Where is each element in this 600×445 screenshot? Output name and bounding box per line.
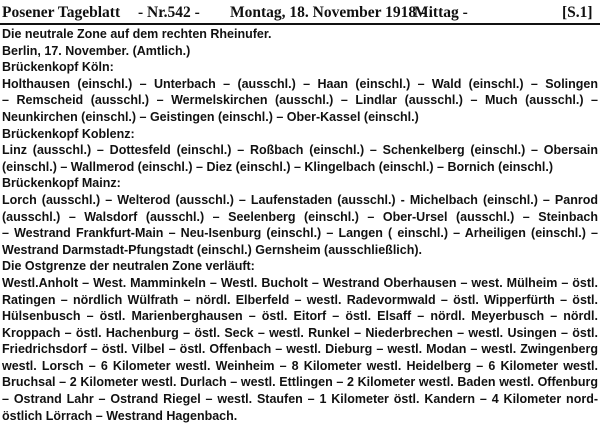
text-line: Hülsenbusch – östl. Marienberghausen – östl. Eitorf – östl. Elsaff – nördl. Meyerbusch – nördl. <box>2 309 598 324</box>
section-heading: Brückenkopf Mainz: <box>2 176 121 191</box>
masthead-rule <box>0 23 600 25</box>
text-line: – Remscheid (ausschl.) – Wermelskirchen (ausschl.) – Lindlar (ausschl.) – Much (ausschl.) – <box>2 93 598 108</box>
section-heading: Brückenkopf Köln: <box>2 60 114 75</box>
text-line: Lorch (ausschl.) – Welterod (ausschl.) – Laufenstaden (ausschl.) - Michelbach (einschl.) – Panrod <box>2 192 598 207</box>
article-dateline: Berlin, 17. November. (Amtlich.) <box>2 43 191 58</box>
edition: Mittag - <box>414 4 468 21</box>
article-title: Die neutrale Zone auf dem rechten Rheinufer. <box>2 27 272 41</box>
masthead <box>2 0 598 24</box>
issue-number: - Nr.542 - <box>138 4 200 21</box>
text-line: westl. Lorsch – 6 Kilometer westl. Weinheim – 8 Kilometer westl. Heidelberg – 6 Kilometer westl. <box>2 358 598 373</box>
text-line: (ausschl.) – Walsdorf (ausschl.) – Seelenberg (einschl.) – Ober-Ursel (ausschl.) – Steinbach <box>2 209 598 224</box>
text-line: Friedrichsdorf – östl. Vilbel – östl. Offenbach – westl. Dieburg – westl. Modan – westl. Zwingenberg <box>2 342 598 357</box>
text-line: Ratingen – nördlich Wülfrath – nördl. Elberfeld – westl. Radevormwald – östl. Wipperfürth – östl. <box>2 292 598 307</box>
text-line: – Ostrand Lahr – Ostrand Riegel – westl. Staufen – 1 Kilometer östl. Kandern – 4 Kilometer nord- <box>2 392 598 407</box>
newspaper-name: Posener Tageblatt <box>2 4 121 21</box>
text-line: Linz (ausschl.) – Dottesfeld (einschl.) – Roßbach (einschl.) – Schenkelberg (einschl.) – Obersain <box>2 143 598 158</box>
text-line: – Westrand Frankfurt-Main – Neu-Isenburg (einschl.) – Langen ( einschl.) – Arheiligen (einschl.) – <box>2 226 598 241</box>
text-line: östlich Lörrach – Westrand Hagenbach. <box>2 408 238 423</box>
page-number: [S.1] <box>562 4 593 21</box>
text-line: (einschl.) – Wallmerod (einschl.) – Diez (einschl.) – Klingelbach (einschl.) – Bornich (einschl.) <box>2 159 554 174</box>
section-heading: Brückenkopf Koblenz: <box>2 126 135 141</box>
issue-date: Montag, 18. November 1918 - <box>230 4 426 21</box>
text-line: Westrand Darmstadt-Pfungstadt (einschl.) Gernsheim (ausschließlich). <box>2 242 422 257</box>
text-line: Kroppach – östl. Hachenburg – östl. Seck – westl. Runkel – Niederbrechen – westl. Usingen – östl. <box>2 325 598 340</box>
text-line: Bruchsal – 2 Kilometer westl. Durlach – westl. Ettlingen – 2 Kilometer westl. Baden westl. Offenburg <box>2 375 598 390</box>
section-heading: Die Ostgrenze der neutralen Zone verläuft: <box>2 259 255 274</box>
text-line: Holthausen (einschl.) – Unterbach – (ausschl.) – Haan (einschl.) – Wald (einschl.) – Solingen <box>2 76 598 91</box>
text-line: Neunkirchen (einschl.) – Geistingen (einschl.) – Ober-Kassel (einschl.) <box>2 109 419 124</box>
text-line: Westl.Anholt – West. Mamminkeln – Westl. Bucholt – Westrand Oberhausen – west. Mülheim – östl. <box>2 275 598 290</box>
article <box>2 26 598 424</box>
